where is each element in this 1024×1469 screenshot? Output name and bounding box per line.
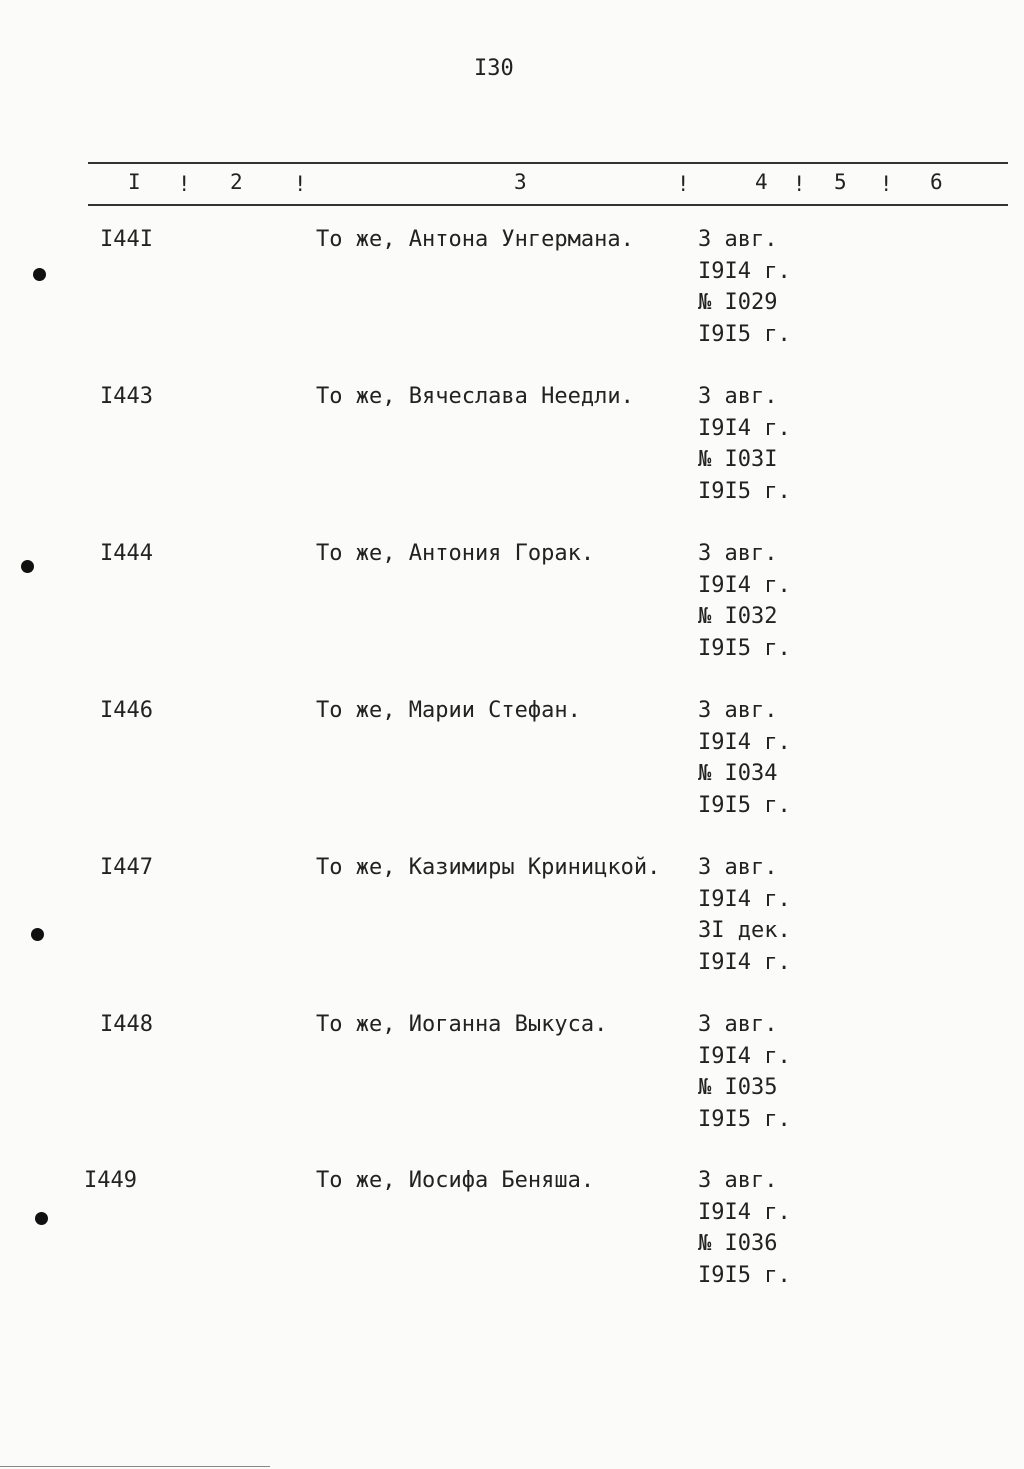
table-row	[0, 538, 1024, 694]
header-col-6: 6	[930, 170, 943, 194]
record-dates: 3 авг. I9I4 г. № I034 I9I5 г.	[698, 698, 791, 818]
page-number: I30	[474, 56, 514, 81]
record-dates: 3 авг. I9I4 г. № I036 I9I5 г.	[698, 1168, 791, 1288]
header-col-4: 4	[755, 170, 768, 194]
header-col-3: 3	[514, 170, 527, 194]
header-col-1: I	[128, 170, 141, 194]
record-dates: 3 авг. I9I4 г. 3I дек. I9I4 г.	[698, 855, 791, 975]
table-top-rule	[88, 162, 1008, 164]
record-description: То же, Антония Горак.	[316, 541, 595, 566]
table-row	[0, 1165, 1024, 1321]
record-description: То же, Казимиры Криницкой.	[316, 855, 661, 880]
record-dates: 3 авг. I9I4 г. № I03I I9I5 г.	[698, 384, 791, 504]
record-description: То же, Вячеслава Неедли.	[316, 384, 634, 409]
record-description: То же, Иоганна Выкуса.	[316, 1012, 608, 1037]
record-description: То же, Антона Унгермана.	[316, 227, 634, 252]
bottom-edge-line	[0, 1466, 270, 1467]
header-col-5: 5	[834, 170, 847, 194]
record-number: I44I	[100, 227, 153, 252]
record-number: I448	[100, 1012, 153, 1037]
header-separator: !	[180, 172, 189, 196]
record-number: I443	[100, 384, 153, 409]
header-separator: !	[795, 172, 804, 196]
binding-hole	[35, 1212, 48, 1225]
header-separator: !	[296, 172, 305, 196]
header-col-2: 2	[230, 170, 243, 194]
header-separator: !	[882, 172, 891, 196]
binding-hole	[33, 268, 46, 281]
table-header-rule	[88, 204, 1008, 206]
table-row	[0, 695, 1024, 851]
record-dates: 3 авг. I9I4 г. № I029 I9I5 г.	[698, 227, 791, 347]
table-row	[0, 852, 1024, 1008]
record-dates: 3 авг. I9I4 г. № I035 I9I5 г.	[698, 1012, 791, 1132]
binding-hole	[31, 928, 44, 941]
table-row	[0, 1009, 1024, 1165]
record-dates: 3 авг. I9I4 г. № I032 I9I5 г.	[698, 541, 791, 661]
binding-hole	[21, 560, 34, 573]
record-description: То же, Марии Стефан.	[316, 698, 581, 723]
record-number: I446	[100, 698, 153, 723]
record-number: I447	[100, 855, 153, 880]
record-description: То же, Иосифа Беняша.	[316, 1168, 595, 1193]
table-row	[0, 381, 1024, 537]
table-row	[0, 224, 1024, 380]
record-number: I449	[84, 1168, 137, 1193]
header-separator: !	[679, 172, 688, 196]
record-number: I444	[100, 541, 153, 566]
